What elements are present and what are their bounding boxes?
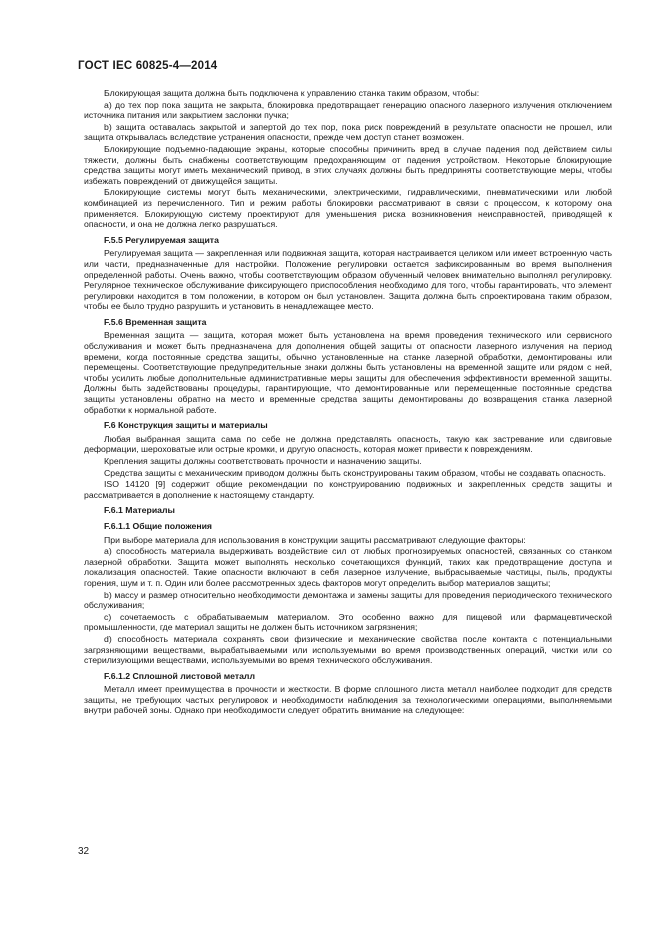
subsection-heading: F.6.1.2 Сплошной листовой металл [104, 670, 255, 681]
paragraph: ISO 14120 [9] содержит общие рекомендации по конструированию подвижных и закрепленных средств защиты и рассматривается в дополнение к настоящему стандарту. [84, 479, 612, 500]
paragraph: Крепления защиты должны соответствовать прочности и назначению защиты. [104, 456, 422, 466]
subsection-heading: F.6.1.1 Общие положения [104, 520, 212, 531]
list-item: b) массу и размер относительно необходимости демонтажа и замены защиты для проведения периодического технического обслуживания; [84, 589, 612, 611]
paragraph: Блокирующие подъемно-падающие экраны, которые способны причинить вред в случае падения под действием силы тяжести, должны быть снабжены соответствующим предохраняющим от падения устройством. Некоторые блокирующие средства защиты могут иметь механический привод, в этих случаях должны быть предприняты соответствующие меры, чтобы избежать повреждений от движущейся защиты. [84, 143, 612, 186]
paragraph: Временная защита — защита, которая может быть установлена на время проведения технического или сервисного обслуживания и может быть предназначена для дополнения общей защиты от опасности лазерного излучения на период времени, когда постоянные средства защиты, обычно установленные на станке лазерной обработки, демонтированы или перемещены. Соответствующие предупредительные знаки должны быть установлены на временной защите или рядом с ней, чтобы усилить любые дополнительные административные меры защиты для обеспечения эффективности временной защиты. Должны быть задействованы процедуры, гарантирующие, что демонтированные или перемещенные постоянные средства защиты установлены обратно на место и временные средства защиты демонтированы до возвращения станка лазерной обработки к нормальной работе. [84, 330, 612, 415]
list-item: b) защита оставалась закрытой и запертой до тех пор, пока риск повреждений в результате опасности не прошел, или защита открывалась вследствие устранения опасности, прежде чем доступ станет возможен. [84, 121, 612, 143]
paragraph: Любая выбранная защита сама по себе не должна представлять опасность, такую как застревание или сдвиговые деформации, шероховатые или острые кромки, и другую опасность, которая может привести к повреждениям. [84, 433, 612, 455]
document-header: ГОСТ IEC 60825-4—2014 [78, 60, 218, 72]
section-heading: F.5.5 Регулируемая защита [104, 234, 219, 245]
paragraph: Средства защиты с механическим приводом должны быть сконструированы таким образом, чтобы не создавать опасность. [104, 467, 606, 478]
page-number: 32 [78, 846, 90, 857]
section-heading: F.6.1 Материалы [104, 505, 175, 516]
paragraph: Металл имеет преимущества в прочности и жесткости. В форме сплошного листа металл наиболее подходит для средств защиты, не требующих частых регулировок и необходимости наблюдения за технологическими операциями, выполняемыми внутри рабочей зоны. Однако при необходимости следует обратить внимание на следующее: [84, 684, 612, 716]
paragraph: Блокирующая защита должна быть подключена к управлению станка таким образом, чтобы: [104, 88, 480, 98]
section-heading: F.6 Конструкция защиты и материалы [104, 420, 268, 431]
list-item: а) до тех пор пока защита не закрыта, блокировка предотвращает генерацию опасного лазерного излучения отключением источника питания или закрытием заслонки пучка; [84, 99, 612, 121]
section-heading: F.5.6 Временная защита [104, 316, 207, 327]
document-body [84, 88, 612, 717]
paragraph: Регулируемая защита — закрепленная или подвижная защита, которая настраивается целиком или имеет встроенную часть или части, предназначенные для настройки. Положение регулировки остается зафиксированным во время выполнения определенной работы. Очень важно, чтобы соответствующим образом обученный человек внимательно выполнял регулировку. Регулярное техническое обслуживание фиксирующего приспособления необходимо для того, чтобы гарантировать, что элемент регулировки находится в том положении, в котором он был установлен. Защита должна быть спроектирована таким образом, чтобы ее было трудно разрушить и установить в ненадлежащее место. [84, 248, 612, 312]
paragraph: Блокирующие системы могут быть механическими, электрическими, гидравлическими, пневматическими или любой комбинацией из перечисленного. Тип и режим работы блокировки рассматривают в связи с процессом, к которому она применяется. Блокирующую систему проектируют для уменьшения риска возникновения неисправностей, приводящей к опасности, и она не должна легко разрушаться. [84, 187, 612, 230]
paragraph: При выборе материала для использования в конструкции защиты рассматривают следующие факторы: [104, 534, 526, 545]
list-item: с) сочетаемость с обрабатываемым материалом. Это особенно важно для пищевой или фармацевтической промышленности, где материал защиты не должен быть источником загрязнения; [84, 611, 612, 633]
list-item: d) способность материала сохранять свои физические и механические свойства после контакта с потенциальными загрязняющими веществами, вырабатываемыми или используемыми во время производственных операций, чистки или со стерилизующими веществами, используемыми во время технического обслуживания. [84, 633, 612, 666]
list-item: а) способность материала выдерживать воздействие сил от любых прогнозируемых опасностей, связанных со станком лазерной обработки. Защита может выполнять несколько сочетающихся функций, таких как предотвращение доступа и локализация опасностей. Такие опасности включают в себя лазерное излучение, выбрасываемые частицы, пыль, продукты горения, шум и т. п. Один или более рассмотренных здесь факторов могут определить выбор материалов защиты; [84, 546, 612, 588]
